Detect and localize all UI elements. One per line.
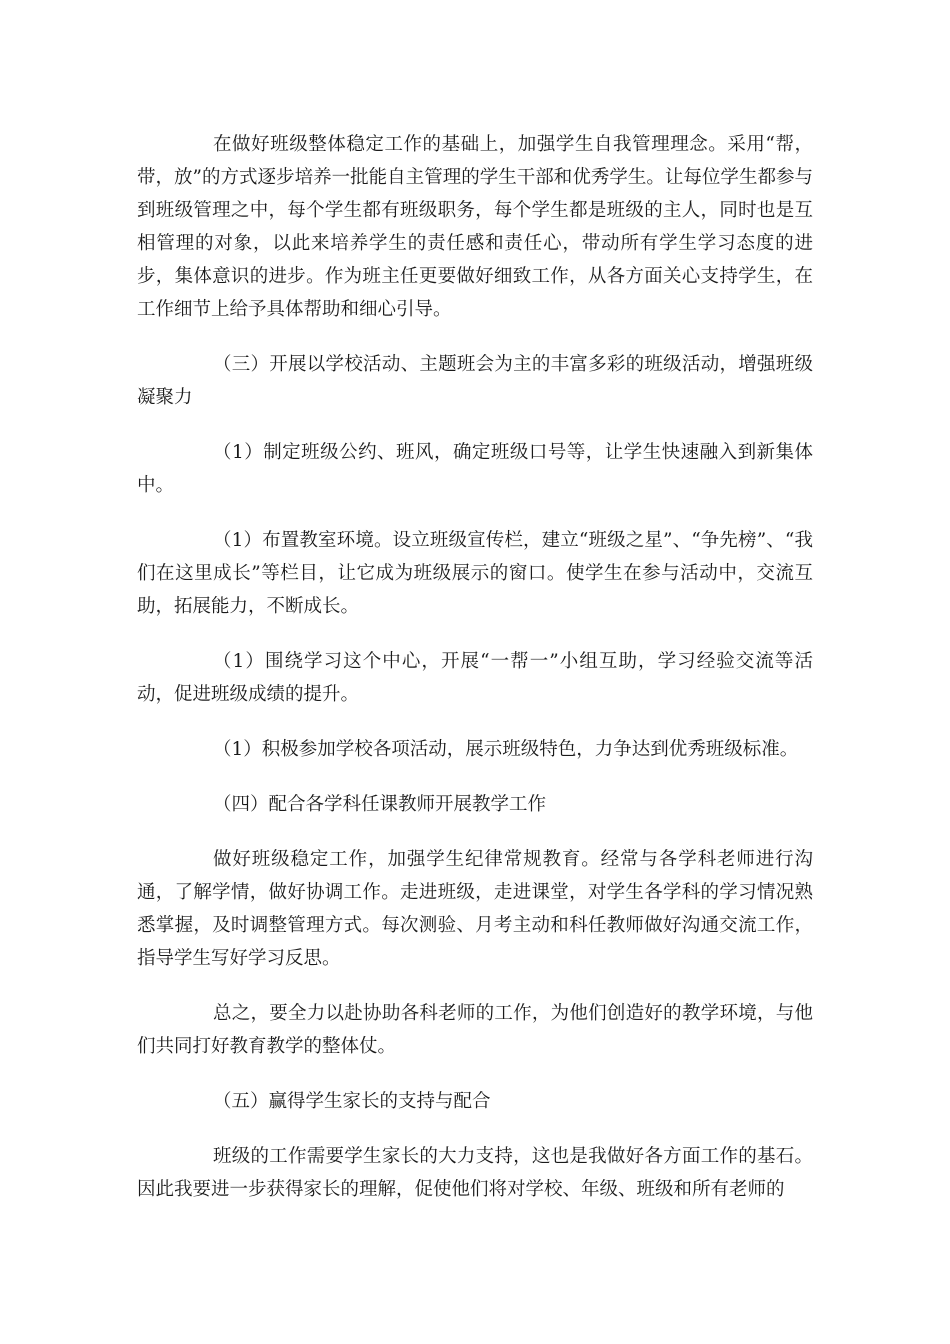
- list-item-school-activities: （1）积极参加学校各项活动，展示班级特色，力争达到优秀班级标准。: [213, 739, 799, 760]
- heading-section-four: （四）配合各学科任课教师开展教学工作: [213, 794, 547, 815]
- list-item-class-convention: （1）制定班级公约、班风，确定班级口号等，让学生快速融入到新集体中。: [137, 442, 813, 496]
- paragraph-self-management: 在做好班级整体稳定工作的基础上，加强学生自我管理理念。采用“帮，带，放”的方式逐步培养一批能自主管理的学生干部和优秀学生。让每位学生都参与到班级管理之中，每个学生都有班级职务，每个学生都是班级的主人，同时也是互相管理的对象，以此来培养学生的责任感和责任心，带动所有学生学习态度的进步，集体意识的进步。作为班主任更要做好细致工作，从各方面关心支持学生，在工作细节上给予具体帮助和细心引导。: [137, 134, 813, 320]
- document-body: [137, 128, 813, 1228]
- paragraph-teacher-cooperation: 做好班级稳定工作，加强学生纪律常规教育。经常与各学科老师进行沟通，了解学情，做好协调工作。走进班级，走进课堂，对学生各学科的学习情况熟悉掌握，及时调整管理方式。每次测验、月考主动和科任教师做好沟通交流工作，指导学生写好学习反思。: [137, 849, 813, 969]
- paragraph-summary: 总之，要全力以赴协助各科老师的工作，为他们创造好的教学环境，与他们共同打好教育教学的整体仗。: [137, 1003, 813, 1057]
- heading-section-five: （五）赢得学生家长的支持与配合: [213, 1091, 491, 1112]
- list-item-classroom-environment: （1）布置教室环境。设立班级宣传栏，建立“班级之星”、“争先榜”、“我们在这里成长”等栏目，让它成为班级展示的窗口。使学生在参与活动中，交流互助，拓展能力，不断成长。: [137, 530, 813, 617]
- heading-section-three: （三）开展以学校活动、主题班会为主的丰富多彩的班级活动，增强班级凝聚力: [137, 354, 813, 408]
- list-item-peer-support: （1）围绕学习这个中心，开展“一帮一”小组互助，学习经验交流等活动，促进班级成绩的提升。: [137, 651, 813, 705]
- paragraph-parent-support: 班级的工作需要学生家长的大力支持，这也是我做好各方面工作的基石。因此我要进一步获得家长的理解，促使他们将对学校、年级、班级和所有老师的: [137, 1146, 813, 1200]
